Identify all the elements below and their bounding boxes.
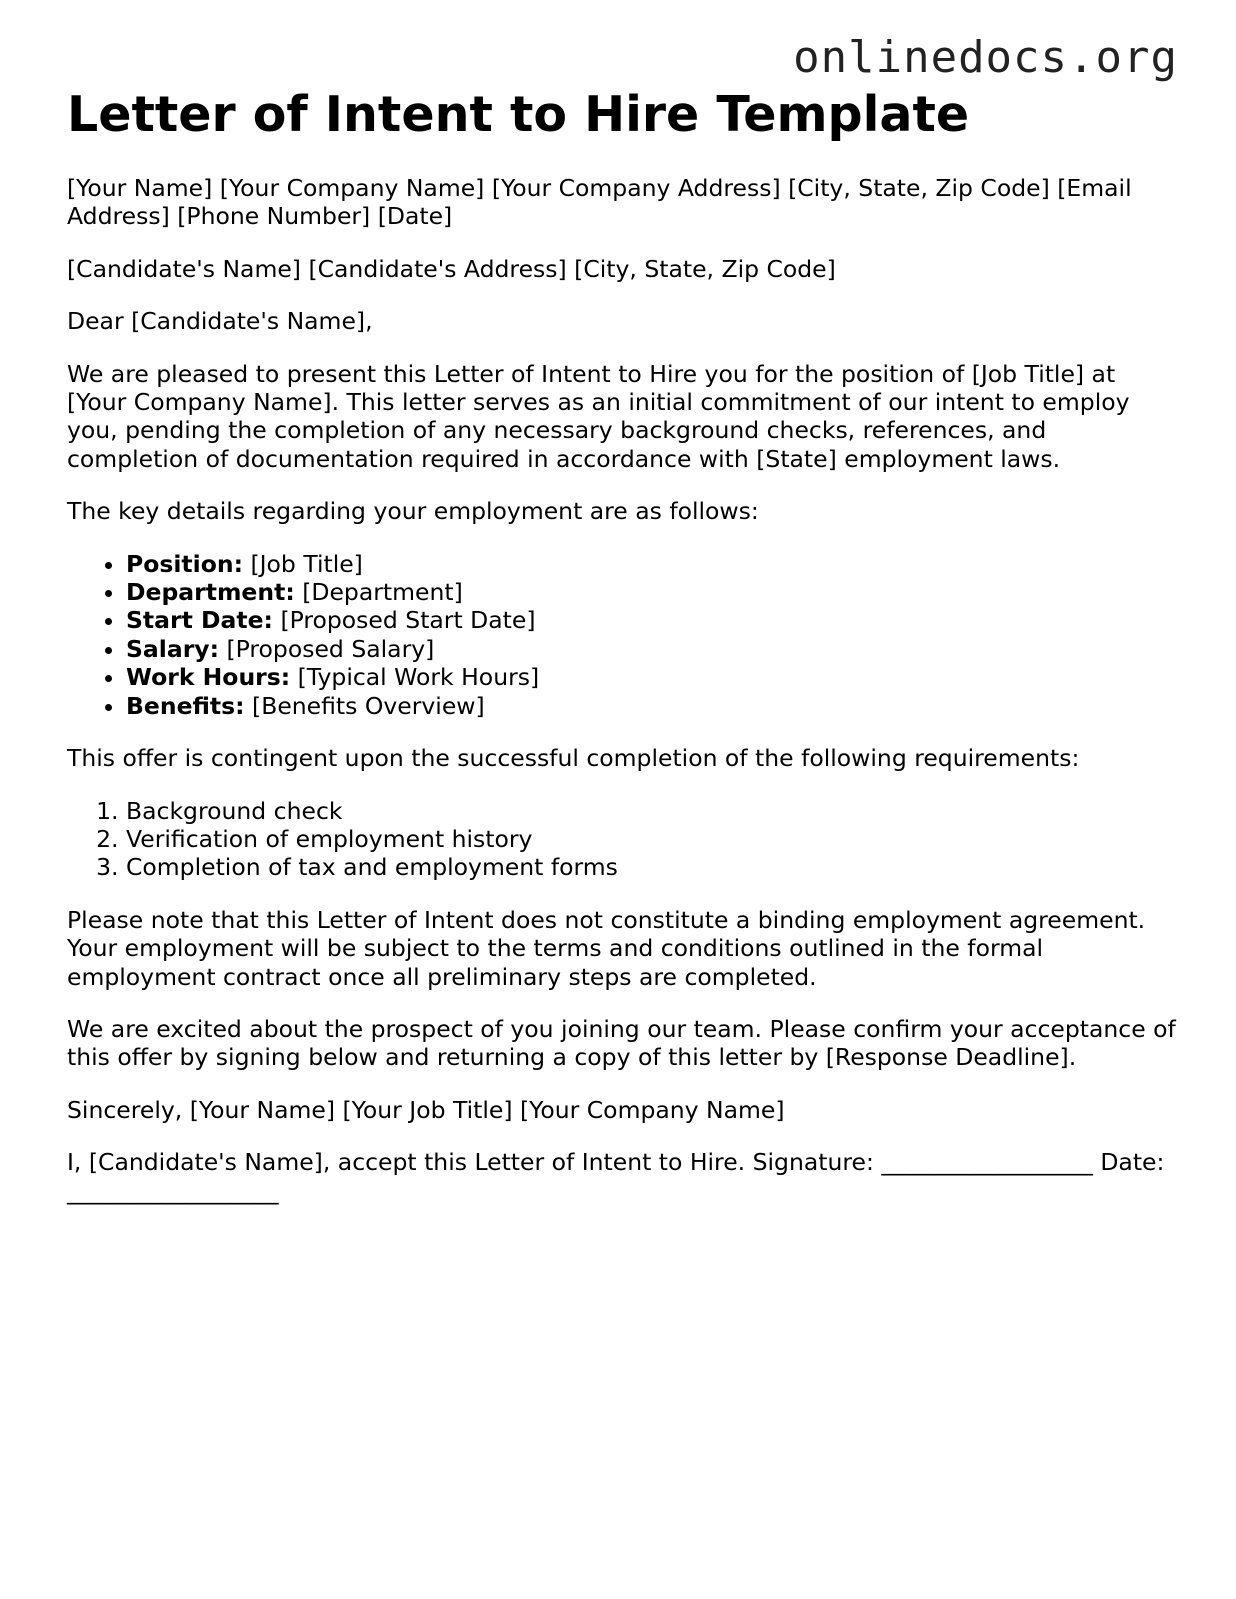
detail-value: [Proposed Salary] (219, 634, 435, 663)
detail-value: [Typical Work Hours] (290, 663, 540, 692)
detail-label: Position: (126, 549, 243, 578)
requirement-item: 1. Background check (126, 797, 1177, 825)
salutation: Dear [Candidate's Name], (67, 307, 373, 336)
detail-start-date (126, 606, 1177, 634)
detail-label: Work Hours: (126, 663, 291, 692)
recipient-block: [Candidate's Name] [Candidate's Address] [City, State, Zip Code] (67, 254, 836, 283)
detail-benefits (126, 692, 1177, 720)
sender-block: [Your Name] [Your Company Name] [Your Company Address] [City, State, Zip Code] [Email Address] [Phone Number] [Date] (67, 174, 1132, 231)
detail-value: [Job Title] (242, 549, 363, 578)
requirements-list (67, 797, 1177, 882)
requirement-item: 2. Verification of employment history (126, 825, 1177, 853)
detail-label: Start Date: (126, 606, 273, 635)
requirement-item: 3. Completion of tax and employment forms (126, 853, 1177, 881)
detail-value: [Department] (294, 578, 463, 607)
detail-department (126, 578, 1177, 606)
detail-position (126, 550, 1177, 578)
watermark: onlinedocs.org (793, 32, 1178, 83)
document-title: Letter of Intent to Hire Template (67, 86, 970, 143)
employment-details-list (67, 550, 1177, 720)
detail-label: Department: (126, 578, 295, 607)
intro-paragraph: We are pleased to present this Letter of Intent to Hire you for the position of [Job Title] at [Your Company Name]. This letter serves as an initial commitment of our intent to employ you, pending the completion of any necessary background checks, references, and completion of documentation required in accordance with [State] employment laws. (67, 359, 1130, 473)
detail-label: Salary: (126, 634, 220, 663)
requirements-intro: This offer is contingent upon the successful completion of the following requirements: (67, 744, 1080, 773)
detail-value: [Proposed Start Date] (272, 606, 536, 635)
detail-label: Benefits: (126, 691, 245, 720)
closing-paragraph: We are excited about the prospect of you joining our team. Please confirm your acceptance of this offer by signing below and returning a copy of this letter by [Response Deadline]. (67, 1014, 1176, 1072)
document-page (67, 84, 1177, 1205)
signoff: Sincerely, [Your Name] [Your Job Title] [Your Company Name] (67, 1095, 785, 1124)
details-intro: The key details regarding your employment are as follows: (67, 497, 759, 526)
detail-work-hours (126, 663, 1177, 691)
detail-salary (126, 635, 1177, 663)
note-paragraph: Please note that this Letter of Intent does not constitute a binding employment agreement. Your employment will be subject to the terms and conditions outlined in the formal employment contract once all preliminary steps are completed. (67, 905, 1146, 991)
acceptance-signature-line: I, [Candidate's Name], accept this Letter of Intent to Hire. Signature: __________________ Date: __________________ (67, 1148, 1165, 1205)
detail-value: [Benefits Overview] (244, 691, 485, 720)
